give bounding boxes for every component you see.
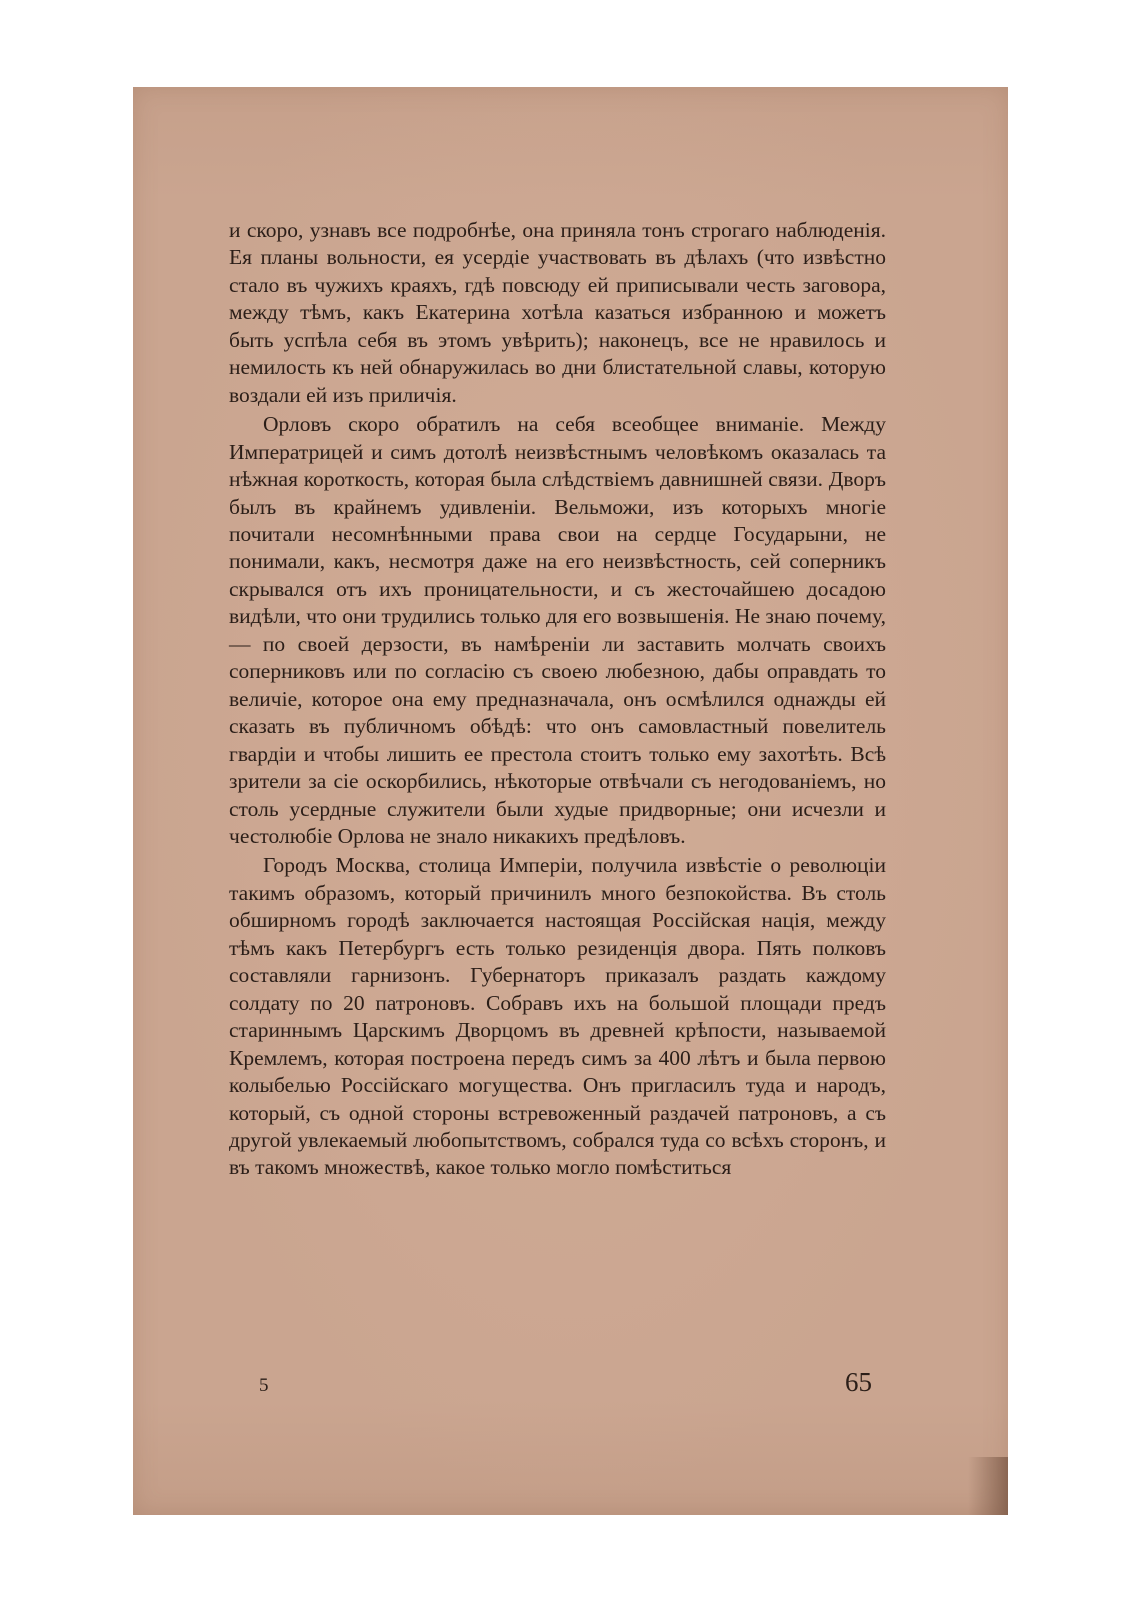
book-page-scan — [133, 87, 1008, 1515]
paragraph-continuation: и скоро, узнавъ все подробнѣе, она приняла тонъ строгаго наблюденія. Ея планы вольности, ея усердіе участвовать въ дѣлахъ (что извѣстно стало въ чужихъ краяхъ, гдѣ повсюду ей приписывали честь заговора, между тѣмъ, какъ Екатерина хотѣла казаться избранною и можетъ быть успѣла себя въ этомъ увѣрить); наконецъ, все не нравилось и немилость къ ней обнаружилась во дни блистательной славы, которую воздали ей изъ приличія. — [229, 218, 886, 407]
edge-stain — [968, 1457, 1008, 1515]
paragraph-orlov: Орловъ скоро обратилъ на себя всеобщее вниманіе. Между Императрицей и симъ дотолѣ неизвѣстнымъ человѣкомъ оказалась та нѣжная короткость, которая была слѣдствіемъ давнишней связи. Дворъ былъ въ крайнемъ удивленіи. Вельможи, изъ которыхъ многіе почитали несомнѣнными права свои на сердце Государыни, не понимали, какъ, несмотря даже на его неизвѣстность, сей соперникъ скрывался отъ ихъ проницательности, и съ жесточайшею досадою видѣли, что они трудились только для его возвышенія. Не знаю почему, — по своей дерзости, въ намѣреніи ли заставить молчать своихъ соперниковъ или по согласію съ своею любезною, дабы оправдать то величіе, которое она ему предназначала, онъ осмѣлился однажды ей сказать въ публичномъ обѣдѣ: что онъ самовластный повелитель гвардіи и чтобы лишить ее престола стоитъ только ему захотѣть. Всѣ зрители за сіе оскорбились, нѣкоторые отвѣчали съ негодованіемъ, но столь усердные служители были худые придворные; они исчезли и честолюбіе Орлова не знало никакихъ предѣловъ. — [229, 412, 886, 848]
paragraph-moscow: Городъ Москва, столица Имперіи, получила извѣстіе о революціи такимъ образомъ, который причинилъ много безпокойства. Въ столь обширномъ городѣ заключается настоящая Россійская нація, между тѣмъ какъ Петербургъ есть только резиденція двора. Пять полковъ составляли гарнизонъ. Губернаторъ приказалъ раздать каждому солдату по 20 патроновъ. Собравъ ихъ на большой площади предъ стариннымъ Царскимъ Дворцомъ въ древней крѣпости, называемой Кремлемъ, которая построена передъ симъ за 400 лѣтъ и была первою колыбелью Россійскаго могущества. Онъ пригласилъ туда и народъ, который, съ одной стороны встревоженный раздачей патроновъ, а съ другой увлекаемый любопытствомъ, собрался туда со всѣхъ сторонъ, и въ такомъ множествѣ, какое только могло помѣститься — [229, 853, 886, 1180]
body-text — [229, 217, 886, 1182]
page-number: 65 — [845, 1367, 872, 1397]
signature-mark: 5 — [259, 1375, 269, 1396]
